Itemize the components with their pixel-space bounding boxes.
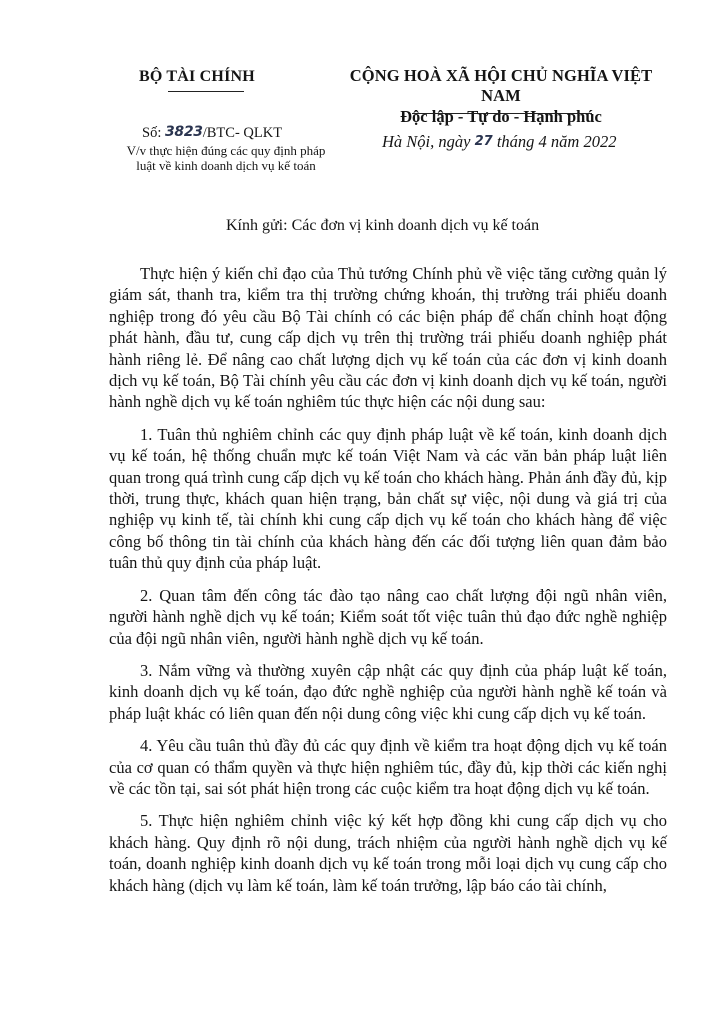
paragraph-5: 5. Thực hiện nghiêm chỉnh việc ký kết hợp đồng khi cung cấp dịch vụ cho khách hàng. Quy định rõ nội dung, trách nhiệm của người hành nghề dịch vụ kế toán, doanh nghiệp kinh doanh dịch vụ kế toán trong mỗi loại dịch vụ cung cấp cho khách hàng (dịch vụ làm kế toán, làm kế toán trưởng, lập báo cáo tài chính, bbox=[109, 811, 667, 895]
doc-number-prefix: Số: bbox=[142, 125, 165, 141]
paragraph-1: 1. Tuân thủ nghiêm chỉnh các quy định pháp luật về kế toán, kinh doanh dịch vụ kế toán, hệ thống chuẩn mực kế toán Việt Nam và các văn bản pháp luật liên quan trong quá trình cung cấp dịch vụ kế toán cho khách hàng. Phản ánh đầy đủ, kịp thời, trung thực, khách quan hiện trạng, bản chất sự việc, nội dung và giá trị của nghiệp vụ kinh tế, tài chính khi cung cấp dịch vụ kế toán cho khách hàng để việc công bố thông tin tài chính của khách hàng đến các đối tượng liên quan đảm bảo tuân thủ quy định của pháp luật. bbox=[109, 424, 667, 573]
paragraph-4: 4. Yêu cầu tuân thủ đầy đủ các quy định về kiểm tra hoạt động dịch vụ kế toán của cơ quan có thẩm quyền và thực hiện nghiêm túc, đầy đủ, kịp thời các kiến nghị về các tồn tại, sai sót phát hiện trong các cuộc kiểm tra hoạt động dịch vụ kế toán. bbox=[109, 736, 667, 798]
doc-number-suffix: /BTC- QLKT bbox=[202, 125, 283, 141]
document-number bbox=[142, 125, 282, 142]
intro-paragraph: Thực hiện ý kiến chỉ đạo của Thủ tướng Chính phủ về việc tăng cường quản lý giám sát, thanh tra, kiểm tra thị trường chứng khoán, thị trường trái phiếu doanh nghiệp trong đó yêu cầu Bộ Tài chính có các biện pháp để chấn chỉnh hoạt động phát hành, đầu tư, cung cấp dịch vụ trên thị trường trái phiếu doanh nghiệp phát hành riêng lẻ. Để nâng cao chất lượng dịch vụ kế toán của các đơn vị kinh doanh dịch vụ kế toán, Bộ Tài chính yêu cầu các đơn vị kinh doanh dịch vụ kế toán, người hành nghề dịch vụ kế toán nghiêm túc thực hiện các nội dung sau: bbox=[109, 264, 667, 412]
place-and-date bbox=[382, 132, 616, 152]
handwritten-number: 3823 bbox=[164, 124, 203, 140]
motto-underline bbox=[412, 113, 592, 114]
place-date-prefix: Hà Nội, ngày bbox=[382, 132, 475, 151]
issuing-agency: BỘ TÀI CHÍNH bbox=[139, 68, 255, 85]
place-date-suffix: tháng 4 năm 2022 bbox=[492, 132, 617, 151]
agency-underline bbox=[168, 91, 244, 92]
handwritten-day: 27 bbox=[474, 134, 493, 149]
motto: Độc lập - Tự do - Hạnh phúc bbox=[400, 107, 602, 126]
paragraph-3: 3. Nắm vững và thường xuyên cập nhật các quy định của pháp luật kế toán, kinh doanh dịch vụ kế toán, đạo đức nghề nghiệp của người hành nghề kế toán và pháp luật khác có liên quan đến nội dung công việc khi cung cấp dịch vụ kế toán. bbox=[109, 660, 667, 723]
document-subject: V/v thực hiện đúng các quy định pháp luật về kinh doanh dịch vụ kế toán bbox=[126, 143, 326, 173]
country-name: CỘNG HOÀ XÃ HỘI CHỦ NGHĨA VIỆT NAM bbox=[349, 66, 653, 105]
recipient-line: Kính gửi: Các đơn vị kinh doanh dịch vụ kế toán bbox=[226, 217, 540, 234]
paragraph-2: 2. Quan tâm đến công tác đào tạo nâng cao chất lượng đội ngũ nhân viên, người hành nghề dịch vụ kế toán; Kiểm soát tốt việc tuân thủ đạo đức nghề nghiệp của đội ngũ nhân viên, người hành nghề dịch vụ kế toán. bbox=[109, 585, 667, 648]
national-motto bbox=[336, 66, 666, 127]
document-body bbox=[109, 263, 667, 907]
